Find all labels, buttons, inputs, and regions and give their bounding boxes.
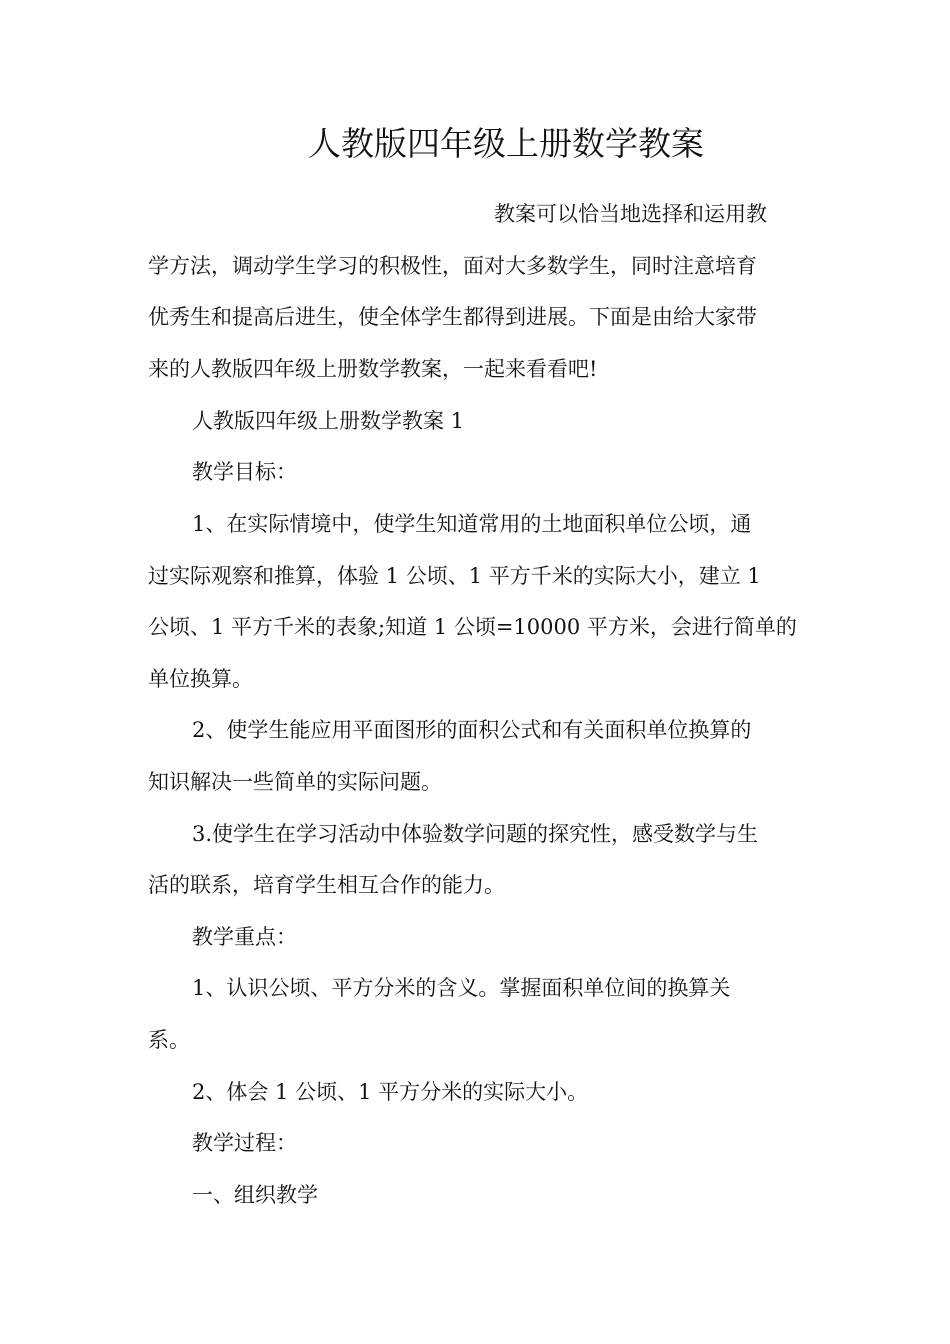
key-points-heading: 教学重点：	[192, 925, 297, 949]
objective-1-line-3: 公顷、1 平方千米的表象;知道 1 公顷=10000 平方米，会进行简单的	[148, 615, 797, 639]
key-point-1-line-2: 系。	[148, 1028, 190, 1052]
objective-1-line-4: 单位换算。	[148, 667, 253, 691]
intro-line-2: 学方法，调动学生学习的积极性，面对大多数学生，同时注意培育	[148, 254, 757, 278]
key-point-1-line-1: 1、认识公顷、平方分米的含义。掌握面积单位间的换算关	[192, 976, 731, 1000]
objective-2-line-1: 2、使学生能应用平面图形的面积公式和有关面积单位换算的	[192, 718, 752, 742]
objective-3-line-2: 活的联系，培育学生相互合作的能力。	[148, 873, 505, 897]
process-step-1: 一、组织教学	[192, 1183, 318, 1207]
intro-line-3: 优秀生和提高后进生，使全体学生都得到进展。下面是由给大家带	[148, 305, 757, 329]
intro-line-1: 教案可以恰当地选择和运用教	[494, 202, 767, 226]
section-heading: 人教版四年级上册数学教案 1	[192, 409, 465, 433]
objective-1-line-2: 过实际观察和推算，体验 1 公顷、1 平方千米的实际大小，建立 1	[148, 564, 761, 588]
objectives-heading: 教学目标：	[192, 460, 297, 484]
objective-1-line-1: 1、在实际情境中，使学生知道常用的土地面积单位公顷，通	[192, 512, 752, 536]
document-title: 人教版四年级上册数学教案	[308, 124, 704, 163]
process-heading: 教学过程：	[192, 1131, 297, 1155]
objective-3-line-1: 3.使学生在学习活动中体验数学问题的探究性，感受数学与生	[192, 822, 759, 846]
objective-2-line-2: 知识解决一些简单的实际问题。	[148, 770, 442, 794]
key-point-2: 2、体会 1 公顷、1 平方分米的实际大小。	[192, 1080, 589, 1104]
intro-line-4: 来的人教版四年级上册数学教案，一起来看看吧!	[148, 357, 598, 381]
